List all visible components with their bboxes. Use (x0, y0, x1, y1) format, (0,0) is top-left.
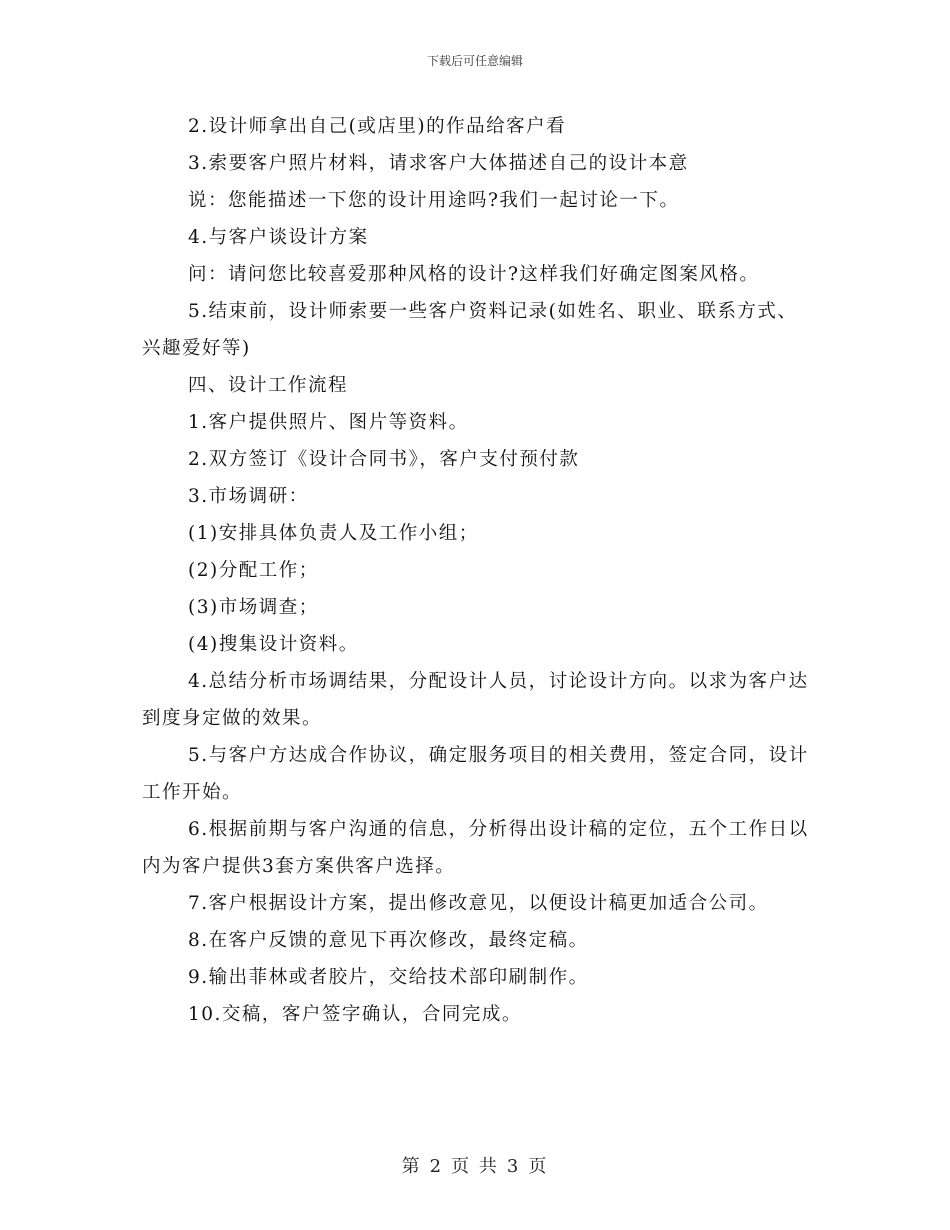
paragraph: 4.与客户谈设计方案 (188, 227, 369, 248)
paragraph: 6.根据前期与客户沟通的信息，分析得出设计稿的定位，五个工作日以内为客户提供3套方案供客户选择。 (142, 819, 809, 877)
paragraph: 5.结束前，设计师索要一些客户资料记录(如姓名、职业、联系方式、兴趣爱好等) (142, 301, 798, 359)
section-heading: 四、设计工作流程 (188, 375, 349, 396)
paragraph: 5.与客户方达成合作协议，确定服务项目的相关费用，签定合同，设计工作开始。 (142, 745, 809, 803)
page-label-suffix: 页 (528, 1156, 549, 1177)
paragraph: (1)安排具体负责人及工作小组； (188, 523, 479, 544)
document-body (142, 108, 810, 1033)
paragraph: 3.市场调研： (188, 486, 309, 507)
total-pages-number: 3 (506, 1156, 521, 1177)
paragraph: (2)分配工作； (188, 560, 319, 581)
paragraph: 2.双方签订《设计合同书》，客户支付预付款 (188, 449, 580, 470)
page-label-mid: 页 共 (451, 1156, 499, 1177)
paragraph: 1.客户提供照片、图片等资料。 (188, 412, 469, 433)
paragraph: 7.客户根据设计方案，提出修改意见，以便设计稿更加适合公司。 (188, 893, 769, 914)
paragraph: 3.索要客户照片材料，请求客户大体描述自己的设计本意 (188, 153, 689, 174)
paragraph: 9.输出菲林或者胶片，交给技术部印刷制作。 (188, 967, 589, 988)
paragraph: 说：您能描述一下您的设计用途吗?我们一起讨论一下。 (188, 190, 680, 211)
paragraph: 10.交稿，客户签字确认，合同完成。 (188, 1004, 522, 1025)
paragraph: 8.在客户反馈的意见下再次修改，最终定稿。 (188, 930, 589, 951)
page-label-prefix: 第 (401, 1156, 422, 1177)
paragraph: (3)市场调查； (188, 597, 319, 618)
current-page-number: 2 (429, 1156, 444, 1177)
paragraph: 2.设计师拿出自己(或店里)的作品给客户看 (188, 116, 567, 137)
paragraph: 4.总结分析市场调结果，分配设计人员，讨论设计方向。以求为客户达到度身定做的效果。 (142, 671, 809, 729)
page-header-note: 下载后可任意编辑 (426, 54, 523, 68)
page-number-footer (0, 1152, 950, 1178)
paragraph: 问：请问您比较喜爱那种风格的设计?这样我们好确定图案风格。 (188, 264, 760, 285)
paragraph: (4)搜集设计资料。 (188, 634, 359, 655)
